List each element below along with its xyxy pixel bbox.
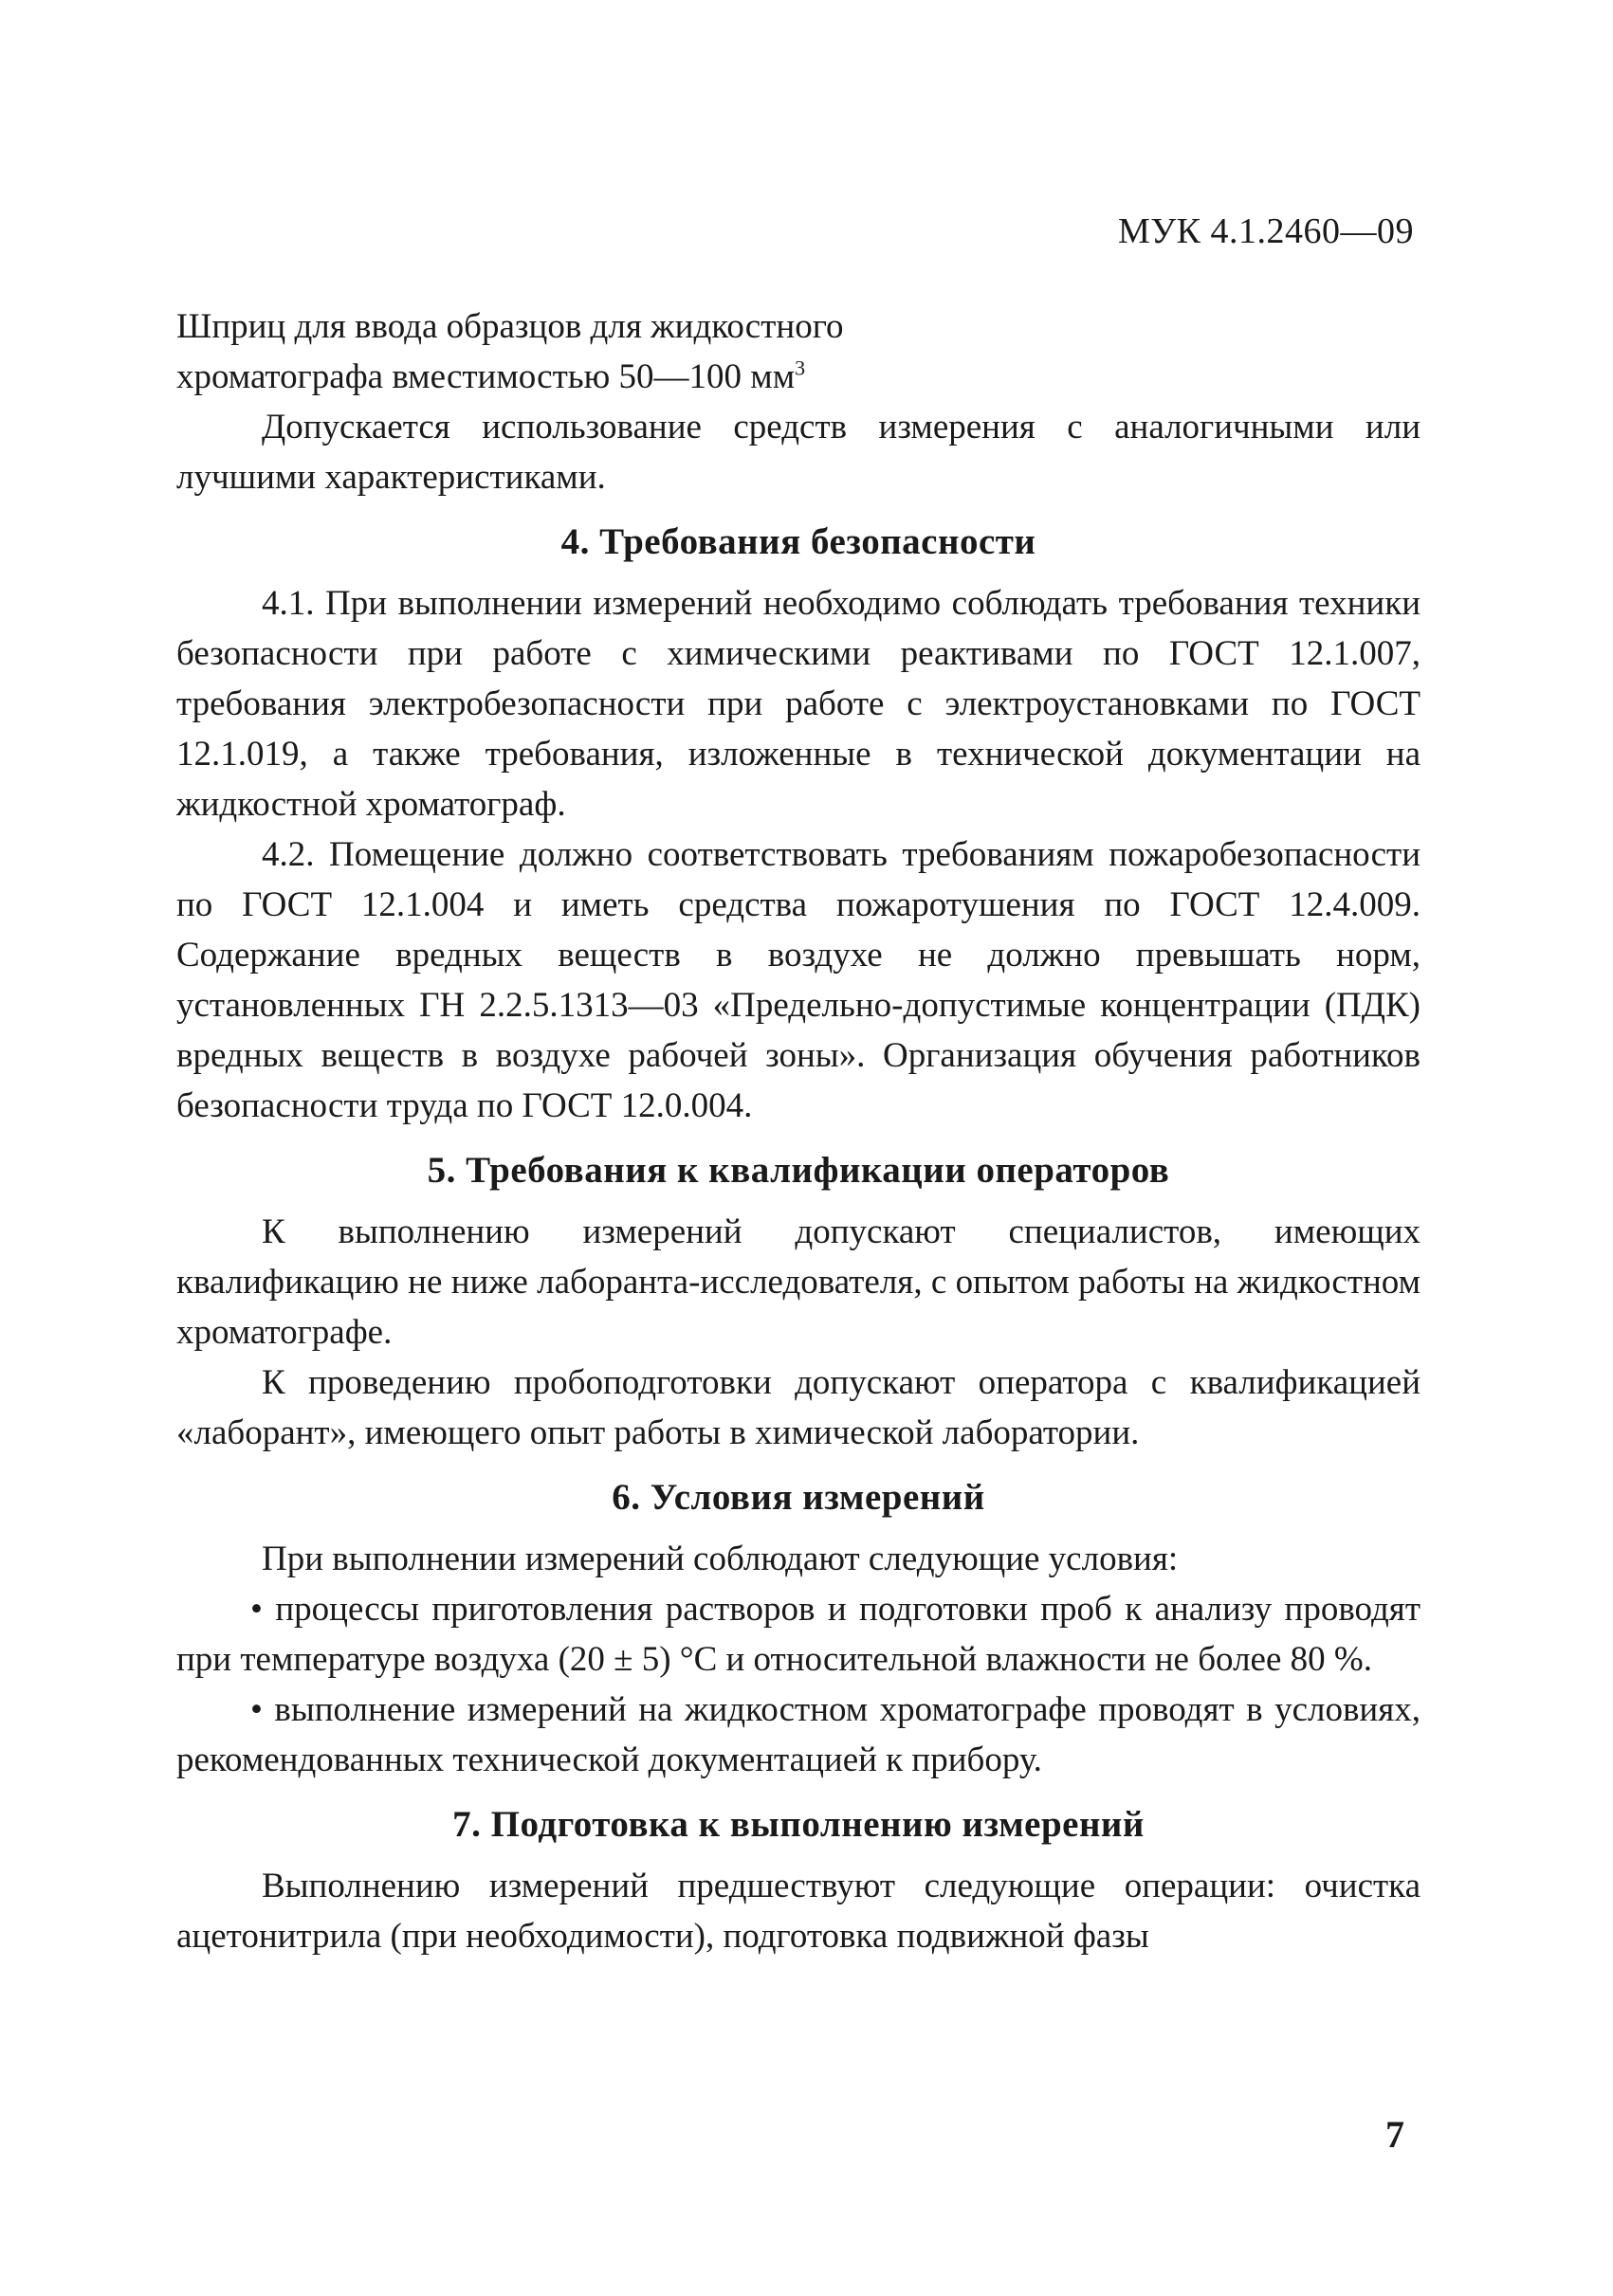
page-number: 7 [1385,2113,1404,2156]
section-7-paragraph-1: Выполнению измерений предшествуют следующие операции: очистка ацетонитрила (при необходимости), подготовка подвижной фазы [176,1867,1421,1956]
page-content [176,301,1421,1961]
device-line-2 [176,352,1421,402]
section-5-paragraph-2: К проведению пробоподготовки допускают оператора с квалификацией «лаборант», имеющего опыт работы в химической лаборатории. [176,1363,1421,1452]
section-6-title: 6. Условия измерений [612,1477,985,1518]
section-4-title: 4. Требования безопасности [560,521,1036,562]
section-6-bullet-2: • выполнение измерений на жидкостном хроматографе проводят в условиях, рекомендованных технической документацией к прибору. [176,1690,1421,1779]
section-5-paragraph-1: К выполнению измерений допускают специалистов, имеющих квалификацию не ниже лаборанта-исследователя, с опытом работы на жидкостном хроматографе. [176,1212,1421,1352]
section-4-paragraph-1: 4.1. При выполнении измерений необходимо соблюдать требования техники безопасности при работе с химическими реактивами по ГОСТ 12.1.007, требования электробезопасности при работе с электроустановками по ГОСТ 12.1.019, а также требования, изложенные в технической документации на жидкостной хроматограф. [176,584,1421,824]
section-6-paragraph-1: При выполнении измерений соблюдают следующие условия: [262,1540,1179,1578]
document-code: МУК 4.1.2460—09 [1117,211,1414,251]
section-7-title: 7. Подготовка к выполнению измерений [452,1804,1145,1845]
section-5-title: 5. Требования к квалификации операторов [427,1150,1170,1191]
device-line-2-text: хроматографа вместимостью 50—100 мм [176,357,796,396]
section-6-bullet-1: • процессы приготовления растворов и подготовки проб к анализу проводят при температуре воздуха (20 ± 5) °С и относительной влажности не более 80 %. [176,1590,1421,1679]
device-line-1: Шприц для ввода образцов для жидкостного [176,307,844,346]
device-unit-superscript: 3 [795,355,806,380]
equipment-note: Допускается использование средств измерения с аналогичными или лучшими характеристиками. [176,408,1421,497]
section-4-paragraph-2: 4.2. Помещение должно соответствовать требованиям пожаробезопасности по ГОСТ 12.1.004 и иметь средства пожаротушения по ГОСТ 12.4.009. Содержание вредных веществ в воздухе не должно превышать норм, установленных ГН 2.2.5.1313—03 «Предельно-допустимые концентрации (ПДК) вредных веществ в воздухе рабочей зоны». Организация обучения работников безопасности труда по ГОСТ 12.0.004. [176,835,1421,1125]
